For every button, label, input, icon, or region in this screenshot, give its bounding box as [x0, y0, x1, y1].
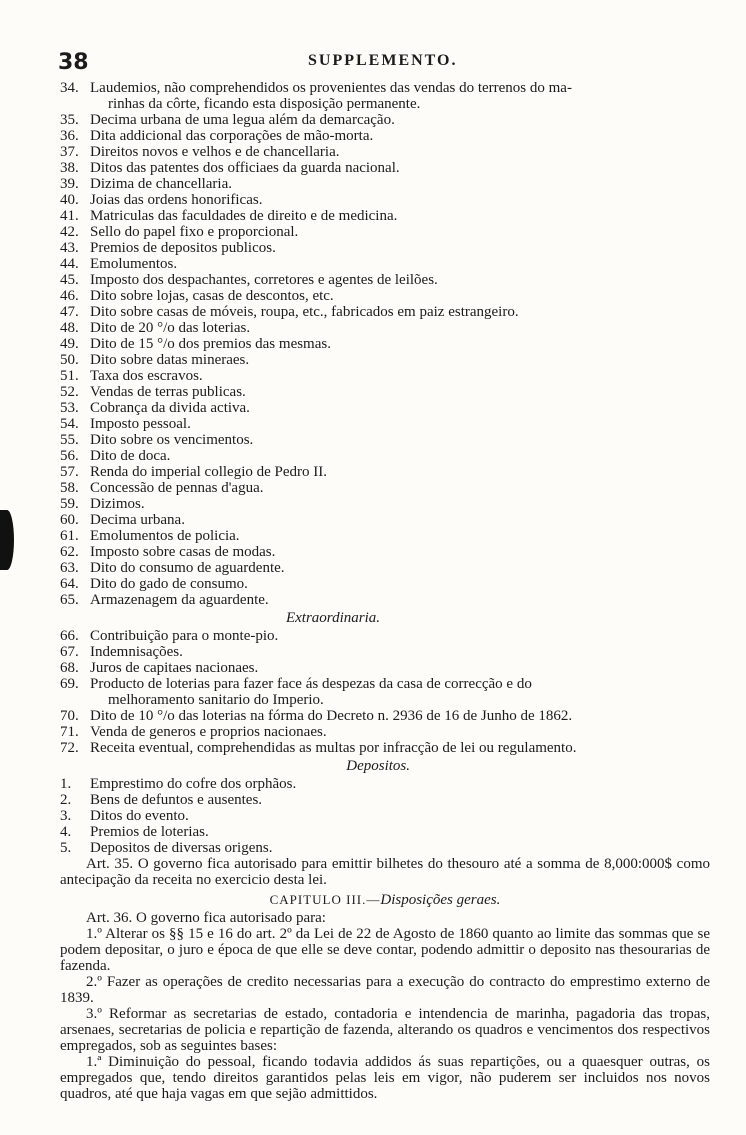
- item-text: Premios de loterias.: [90, 824, 209, 840]
- item-text: Cobrança da divida activa.: [90, 400, 250, 416]
- list-item: [60, 256, 710, 272]
- item-text: Dizima de chancellaria.: [90, 176, 233, 192]
- item-number: 62.: [60, 544, 79, 560]
- item-number: 39.: [60, 176, 79, 192]
- item-text: Emolumentos de policia.: [90, 528, 240, 544]
- item-number: 34.: [60, 80, 79, 96]
- list-item: [60, 776, 710, 792]
- item-number: 43.: [60, 240, 79, 256]
- item-number: 58.: [60, 480, 79, 496]
- item-number: 71.: [60, 724, 79, 740]
- item-number: 37.: [60, 144, 79, 160]
- list-item: [60, 128, 710, 144]
- list-item: [60, 560, 710, 576]
- item-text: Emolumentos.: [90, 256, 178, 272]
- article-36-item: 1.ª Diminuição do pessoal, ficando todavia addidos ás suas repartições, ou a quaesquer outras, os empregados que, tendo direitos garantidos pelas leis em vigor, não puderem ser incluidos nos novos quadros, até que haja vagas em que sejão admittidos.: [60, 1054, 710, 1102]
- item-number: 48.: [60, 320, 79, 336]
- item-number: 70.: [60, 708, 79, 724]
- article-36-item: 1.º Alterar os §§ 15 e 16 do art. 2º da Lei de 22 de Agosto de 1860 quanto ao limite das sommas que se podem depositar, o juro e época de que elle se deve contar, podendo admittir o deposito nas thesourarias de fazenda.: [60, 926, 710, 974]
- item-text: Dito do consumo de aguardente.: [90, 560, 285, 576]
- item-text: Dito de doca.: [90, 448, 171, 464]
- revenue-list-extraordinary: [60, 628, 710, 756]
- running-title: SUPPLEMENTO.: [308, 52, 458, 69]
- list-item: [60, 112, 710, 128]
- list-item: [60, 660, 710, 676]
- article-35: Art. 35. O governo fica autorisado para emittir bilhetes do thesouro até a somma de 8,000:000$ como antecipação da receita no exercicio desta lei.: [60, 856, 710, 888]
- item-text: Armazenagem da aguardente.: [90, 592, 269, 608]
- item-number: 5.: [60, 840, 72, 856]
- item-number: 63.: [60, 560, 79, 576]
- item-text: Indemnisações.: [90, 644, 183, 660]
- item-number: 69.: [60, 676, 79, 692]
- item-number: 54.: [60, 416, 79, 432]
- item-number: 72.: [60, 740, 79, 756]
- item-text: Dito sobre lojas, casas de descontos, etc.: [90, 288, 334, 304]
- item-number: 47.: [60, 304, 79, 320]
- list-item: [60, 808, 710, 824]
- page-number: 38: [58, 50, 89, 75]
- item-text: Dizimos.: [90, 496, 145, 512]
- list-item: [60, 464, 710, 480]
- item-text: Vendas de terras publicas.: [90, 384, 246, 400]
- list-item: [60, 432, 710, 448]
- item-continuation: rinhas da côrte, ficando esta disposição permanente.: [108, 96, 421, 112]
- section-heading-extraordinaria: Extraordinaria.: [285, 610, 380, 626]
- item-text: Dito de 20 °/o das loterias.: [90, 320, 251, 336]
- item-number: 52.: [60, 384, 79, 400]
- list-item: [60, 512, 710, 528]
- item-text: Premios de depositos publicos.: [90, 240, 276, 256]
- item-text: Dito de 10 °/o das loterias na fórma do Decreto n. 2936 de 16 de Junho de 1862.: [90, 708, 573, 724]
- list-item: [60, 628, 710, 644]
- list-item: [60, 192, 710, 208]
- list-item: [60, 840, 710, 856]
- item-text: Contribuição para o monte-pio.: [90, 628, 279, 644]
- item-text: Dita addicional das corporações de mão-morta.: [90, 128, 374, 144]
- article-36: Art. 36. O governo fica autorisado para:: [86, 910, 326, 926]
- list-item: [60, 272, 710, 288]
- item-number: 40.: [60, 192, 79, 208]
- item-text: Ditos das patentes dos officiaes da guarda nacional.: [90, 160, 400, 176]
- item-text: Juros de capitaes nacionaes.: [90, 660, 259, 676]
- item-number: 50.: [60, 352, 79, 368]
- list-item: [60, 448, 710, 464]
- item-text: Direitos novos e velhos e de chancellaria.: [90, 144, 340, 160]
- list-item: [60, 352, 710, 368]
- list-item: [60, 176, 710, 192]
- chapter-title: Disposições geraes.: [380, 892, 501, 908]
- item-number: 51.: [60, 368, 79, 384]
- item-text: Imposto dos despachantes, corretores e agentes de leilões.: [90, 272, 438, 288]
- body-text: [60, 80, 710, 1102]
- item-number: 41.: [60, 208, 79, 224]
- item-text: Dito do gado de consumo.: [90, 576, 248, 592]
- item-number: 45.: [60, 272, 79, 288]
- item-text: Joias das ordens honorificas.: [90, 192, 263, 208]
- item-number: 67.: [60, 644, 79, 660]
- list-item: [60, 224, 710, 240]
- item-number: 38.: [60, 160, 79, 176]
- item-number: 2.: [60, 792, 72, 808]
- item-text: Sello do papel fixo e proporcional.: [90, 224, 299, 240]
- list-item: [60, 208, 710, 224]
- page-header: [58, 50, 698, 74]
- chapter-label: CAPITULO III.—: [269, 892, 381, 907]
- item-number: 53.: [60, 400, 79, 416]
- item-text: Receita eventual, comprehendidas as multas por infracção de lei ou regulamento.: [90, 740, 577, 756]
- item-text: Dito sobre datas mineraes.: [90, 352, 250, 368]
- list-item: [60, 144, 710, 160]
- list-item: [60, 160, 710, 176]
- item-number: 66.: [60, 628, 79, 644]
- list-item: [60, 320, 710, 336]
- list-item: [60, 528, 710, 544]
- list-item: [60, 304, 710, 320]
- list-item: [60, 724, 710, 740]
- list-item: [60, 576, 710, 592]
- list-item: [60, 384, 710, 400]
- article-36-item: 2.º Fazer as operações de credito necessarias para a execução do contracto do emprestimo externo de 1839.: [60, 974, 710, 1006]
- section-heading-depositos: Depositos.: [346, 758, 410, 774]
- item-number: 42.: [60, 224, 79, 240]
- list-item: [60, 336, 710, 352]
- ink-blot: [0, 510, 14, 570]
- item-text: Decima urbana.: [90, 512, 185, 528]
- item-text: Bens de defuntos e ausentes.: [90, 792, 263, 808]
- list-item: [60, 824, 710, 840]
- item-number: 1.: [60, 776, 72, 792]
- item-number: 65.: [60, 592, 79, 608]
- list-item: [60, 496, 710, 512]
- list-item: [60, 368, 710, 384]
- item-number: 57.: [60, 464, 79, 480]
- item-text: Ditos do evento.: [90, 808, 189, 824]
- item-text: Concessão de pennas d'agua.: [90, 480, 264, 496]
- list-item: [60, 592, 710, 608]
- item-number: 36.: [60, 128, 79, 144]
- item-number: 3.: [60, 808, 72, 824]
- list-item: [60, 644, 710, 660]
- list-item: [60, 400, 710, 416]
- item-text: Renda do imperial collegio de Pedro II.: [90, 464, 328, 480]
- item-number: 64.: [60, 576, 79, 592]
- list-item: [60, 544, 710, 560]
- item-number: 60.: [60, 512, 79, 528]
- item-text: Venda de generos e proprios nacionaes.: [90, 724, 327, 740]
- item-number: 4.: [60, 824, 72, 840]
- chapter-heading: [60, 892, 710, 908]
- item-continuation: melhoramento sanitario do Imperio.: [108, 692, 324, 708]
- list-item: [60, 240, 710, 256]
- item-text: Depositos de diversas origens.: [90, 840, 273, 856]
- list-item: [60, 480, 710, 496]
- list-item: [60, 792, 710, 808]
- item-text: Imposto sobre casas de modas.: [90, 544, 276, 560]
- revenue-list-ordinary: [60, 80, 710, 608]
- item-text: Producto de loterias para fazer face ás despezas da casa de correcção e do: [90, 676, 532, 692]
- list-item: [60, 288, 710, 304]
- item-number: 49.: [60, 336, 79, 352]
- item-text: Dito sobre casas de móveis, roupa, etc., fabricados em paiz estrangeiro.: [90, 304, 519, 320]
- item-number: 46.: [60, 288, 79, 304]
- list-item: [60, 416, 710, 432]
- item-text: Dito de 15 °/o dos premios das mesmas.: [90, 336, 331, 352]
- item-number: 61.: [60, 528, 79, 544]
- item-text: Imposto pessoal.: [90, 416, 191, 432]
- item-text: Emprestimo do cofre dos orphãos.: [90, 776, 297, 792]
- item-text: Taxa dos escravos.: [90, 368, 203, 384]
- item-number: 55.: [60, 432, 79, 448]
- deposits-list: [60, 776, 710, 856]
- article-36-item: 3.º Reformar as secretarias de estado, contadoria e intendencia de marinha, pagadoria das tropas, arsenaes, secretarias de policia e repartição de fazenda, alterando os quadros e vencimentos dos respectivos empregados, sob as seguintes bases:: [60, 1006, 710, 1054]
- item-text: Matriculas das faculdades de direito e de medicina.: [90, 208, 398, 224]
- list-item: [60, 708, 710, 724]
- item-text: Laudemios, não comprehendidos os provenientes das vendas do terrenos do ma-: [90, 80, 572, 96]
- item-number: 56.: [60, 448, 79, 464]
- item-number: 44.: [60, 256, 79, 272]
- item-number: 68.: [60, 660, 79, 676]
- item-text: Dito sobre os vencimentos.: [90, 432, 254, 448]
- item-number: 59.: [60, 496, 79, 512]
- item-text: Decima urbana de uma legua além da demarcação.: [90, 112, 395, 128]
- list-item: [60, 80, 710, 96]
- item-number: 35.: [60, 112, 79, 128]
- list-item: [60, 676, 710, 692]
- list-item: [60, 740, 710, 756]
